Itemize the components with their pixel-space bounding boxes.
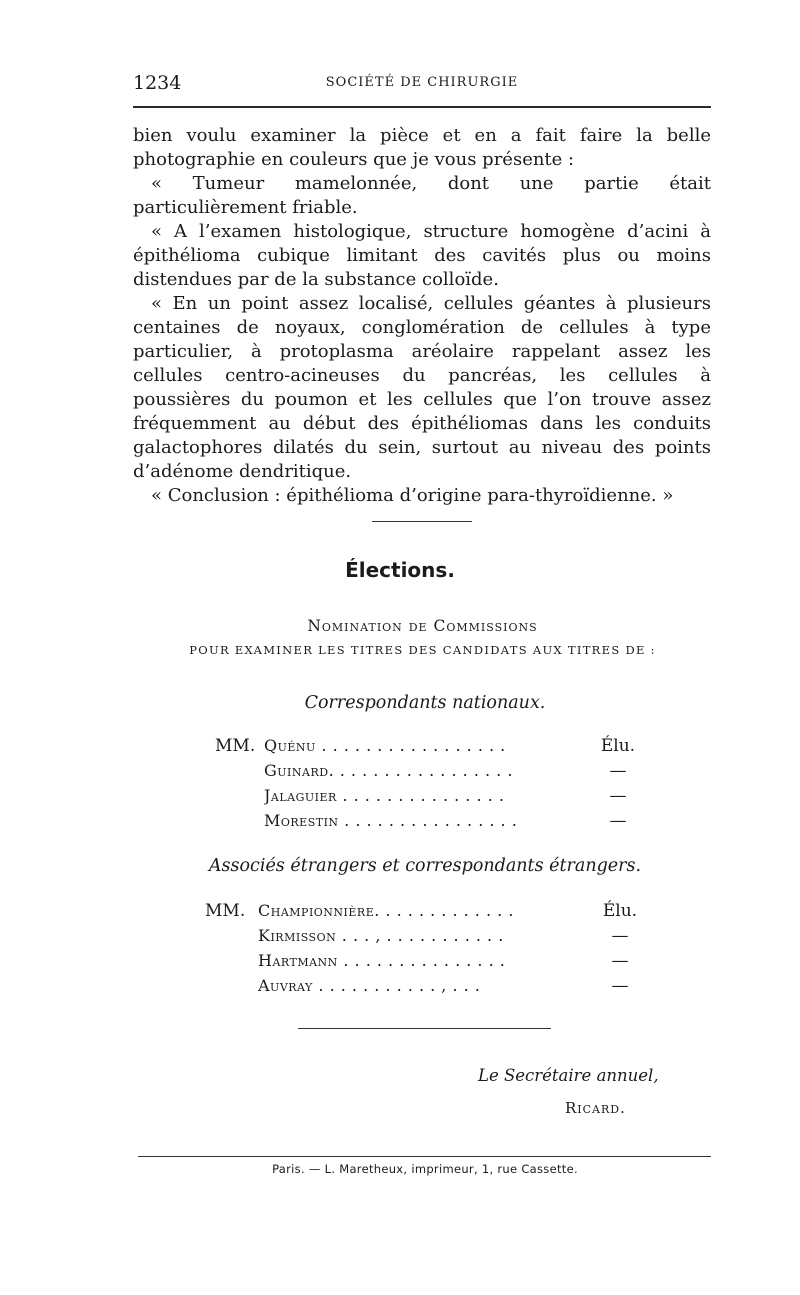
list-item — [0, 926, 800, 950]
section-divider — [372, 521, 472, 522]
entry-prefix: MM. — [215, 736, 256, 756]
candidate-name: Guinard. . . . . . . . . . . . . . . . . — [264, 761, 513, 780]
group-title: Correspondants nationaux. — [304, 693, 546, 713]
printer-imprint: Paris. — L. Maretheux, imprimeur, 1, rue Cassette. — [272, 1162, 578, 1176]
candidate-status: — — [611, 976, 629, 996]
candidate-name: Championnière. . . . . . . . . . . . . — [258, 901, 514, 920]
paragraph: bien voulu examiner la pièce et en a fait faire la belle photographie en couleurs que je vous présente : — [133, 125, 711, 170]
entry-prefix: MM. — [205, 901, 246, 921]
candidate-name: Auvray . . . . . . . . . . . , . . . — [258, 976, 481, 995]
candidate-status: Élu. — [602, 901, 638, 921]
list-item — [0, 951, 800, 975]
candidate-name: Hartmann . . . . . . . . . . . . . . . — [258, 951, 506, 970]
section-subtitle: Nomination de Commissions — [307, 617, 538, 635]
paragraph: « Conclusion : épithélioma d’origine para-thyroïdienne. » — [151, 485, 674, 506]
list-item — [0, 736, 800, 760]
header-rule — [133, 106, 711, 108]
footer-rule — [138, 1156, 711, 1157]
list-item — [0, 761, 800, 785]
section-title: Élections. — [345, 558, 455, 582]
candidate-status: — — [611, 926, 629, 946]
candidate-status: Élu. — [600, 736, 636, 756]
section-subtitle-2: POUR EXAMINER LES TITRES DES CANDIDATS AUX TITRES DE : — [189, 643, 656, 657]
running-header — [133, 72, 711, 100]
candidate-name: Kirmisson . . . , . . . . . . . . . . . — [258, 926, 504, 945]
paragraph: « A l’examen histologique, structure homogène d’acini à épithélioma cubique limitant des cavités plus ou moins distendues par de la substance colloïde. — [133, 221, 711, 290]
closing-rule — [298, 1028, 551, 1029]
candidate-status: — — [609, 786, 627, 806]
group-title: Associés étrangers et correspondants étrangers. — [208, 856, 642, 876]
candidate-status: — — [609, 761, 627, 781]
list-item — [0, 811, 800, 835]
list-item — [0, 786, 800, 810]
candidate-status: — — [611, 951, 629, 971]
list-item — [0, 901, 800, 925]
paragraph: « En un point assez localisé, cellules géantes à plusieurs centaines de noyaux, conglomération de cellules à type particulier, à protoplasma aréolaire rappelant assez les cellules centro-acineuses du pancréas, les cellules à poussières du poumon et les cellules que l’on trouve assez fréquemment au début des épithéliomas dans les conduits galactophores dilatés du sein, surtout au niveau des points d’adénome dendritique. — [133, 293, 711, 482]
candidate-name: Quénu . . . . . . . . . . . . . . . . . — [264, 736, 506, 755]
signature-name: Ricard. — [565, 1099, 626, 1117]
list-item — [0, 976, 800, 1000]
running-title: SOCIÉTÉ DE CHIRURGIE — [325, 75, 519, 90]
body-text — [133, 124, 711, 508]
page-number: 1234 — [133, 72, 182, 94]
candidate-name: Jalaguier . . . . . . . . . . . . . . . — [264, 786, 505, 805]
paragraph: « Tumeur mamelonnée, dont une partie était particulièrement friable. — [133, 173, 711, 218]
signature-role: Le Secrétaire annuel, — [478, 1066, 659, 1085]
candidate-status: — — [609, 811, 627, 831]
candidate-name: Morestin . . . . . . . . . . . . . . . . — [264, 811, 518, 830]
